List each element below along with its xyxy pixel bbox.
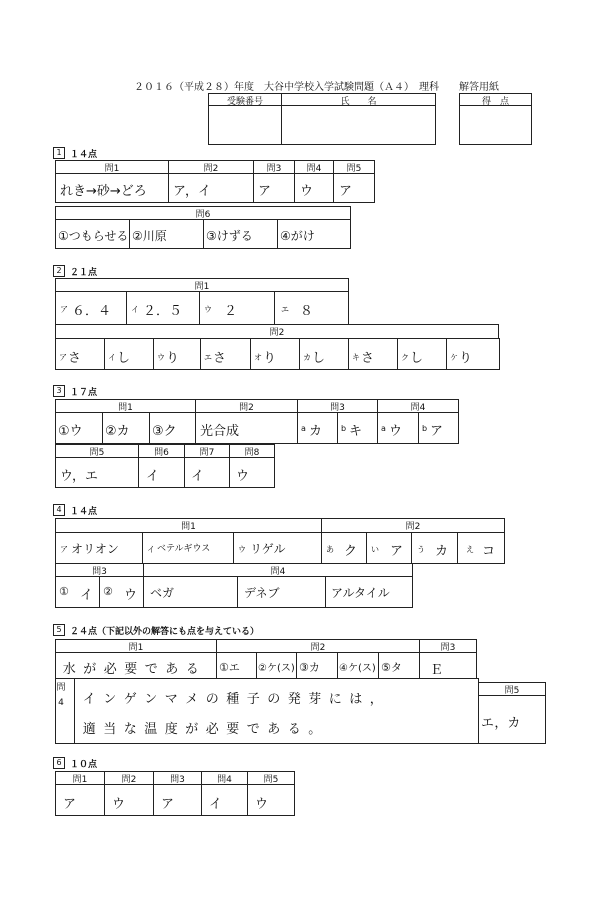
s5-q4-line-1: [79, 688, 387, 707]
s5-q4-char: ゲ: [123, 692, 137, 707]
s4-q4-answer-1: ベガ: [150, 586, 175, 600]
s3-q4-mark-a: a: [381, 424, 386, 433]
s5-q1-char: 必: [103, 662, 117, 677]
s5-q5-answer: エ，カ: [481, 716, 521, 731]
s1-q6-answer-2: ②川原: [132, 229, 167, 243]
s4-q2-cell-d: [457, 532, 505, 564]
section-6-points: １０点: [70, 760, 98, 770]
s5-q2-answer-4: ④ケ(ス): [339, 663, 376, 674]
s4-q3-label: 問3: [92, 567, 107, 577]
s5-q3-answer: Ｅ: [430, 663, 444, 678]
s5-q4-char: 種: [226, 692, 240, 707]
s6-q4-answer: イ: [209, 797, 223, 812]
s4-q2-mark-d: え: [466, 545, 474, 554]
s1-q4-answer: ウ: [300, 184, 314, 199]
s5-q1-label: 問1: [128, 643, 144, 653]
s5-q4-char: あ: [267, 722, 281, 737]
s4-q3-mark-2: ②: [103, 585, 113, 598]
s4-q1-mark-c: ウ: [238, 545, 246, 554]
s1-q6-answer-3: ③けずる: [206, 229, 253, 243]
s3-q2-label: 問2: [239, 403, 254, 413]
s3-q1-answer-1: ①ウ: [58, 424, 83, 439]
s4-q4-answer-2: デネブ: [244, 586, 280, 600]
s3-q4-label: 問4: [410, 403, 426, 413]
s5-q3-label: 問3: [440, 643, 456, 653]
s4-q2-label: 問2: [405, 522, 421, 532]
page-title: ２０１６（平成２８）年度 大谷中学校入学試験問題（Ａ４） 理科 解答用紙: [134, 82, 499, 93]
s2-q2-mark-6: カ: [303, 353, 311, 362]
s6-q1-answer: ア: [63, 797, 77, 812]
s5-q4-char: メ: [185, 692, 199, 707]
s4-q1-mark-b: イ: [147, 545, 155, 554]
s1-q1-label: 問1: [104, 164, 120, 174]
s5-q1-answer-grid: [59, 658, 203, 677]
s2-q1-answer-a: ６．４: [72, 304, 112, 319]
s5-q4-char: 芽: [308, 692, 322, 707]
s3-q5-label: 問5: [89, 448, 105, 458]
s3-q1-answer-3: ③ク: [152, 424, 177, 439]
s5-q2-label: 問2: [310, 643, 326, 653]
s2-q1-answer-c: ２: [224, 304, 238, 319]
s5-q4-char: 発: [287, 692, 301, 707]
s5-q4-char: 度: [164, 722, 178, 737]
s2-q1-answer-b: ２．５: [143, 304, 183, 319]
s5-q1-char: が: [83, 662, 97, 677]
s6-q3-label: 問3: [170, 775, 185, 785]
name-label: 氏 名: [340, 97, 377, 107]
s5-q4-char: マ: [164, 692, 178, 707]
s5-q4-char: で: [246, 722, 260, 737]
s3-q8-label: 問8: [244, 448, 260, 458]
s5-q1-char: で: [144, 662, 158, 677]
s4-q1-answer-c: リゲル: [250, 542, 286, 556]
s4-q1-answer-a: オリオン: [71, 542, 119, 556]
exam-number-label: 受験番号: [226, 97, 263, 107]
s3-q2-answer: 光合成: [200, 424, 240, 439]
s1-q4-label: 問4: [306, 164, 322, 174]
s5-q4-char: 必: [205, 722, 219, 737]
s5-q4-char: 温: [144, 722, 158, 737]
s3-q4-answer-a: ウ: [389, 424, 403, 439]
s5-q2-answer-3: ③カ: [299, 661, 320, 674]
s5-q4-char: る: [287, 722, 301, 737]
s2-q2-mark-8: ク: [401, 353, 409, 362]
s2-q2-mark-3: ウ: [157, 353, 165, 362]
s5-q4-char: 子: [246, 692, 260, 707]
s5-q4-label: 問4: [56, 683, 66, 708]
score-label: 得 点: [481, 97, 509, 107]
s3-q7-label: 問7: [199, 448, 215, 458]
s5-q4-char: 適: [82, 722, 96, 737]
s2-q2-mark-1: ア: [59, 353, 67, 362]
s5-q3-cell: [419, 652, 477, 679]
s5-q4-char: に: [328, 692, 342, 707]
s4-q3-answer-2: ウ: [124, 588, 138, 603]
s1-q3-label: 問3: [266, 164, 282, 174]
s5-q4-char: ン: [144, 692, 158, 707]
s4-q2-answer-d: コ: [482, 544, 496, 559]
s2-q2-answer-4: さ: [213, 351, 227, 366]
s2-q2-answer-8: し: [410, 351, 424, 366]
s1-q1-answer: れき→砂→どろ: [60, 184, 147, 199]
s2-q2-answer-1: さ: [68, 351, 82, 366]
s3-q4-mark-b: b: [422, 424, 428, 433]
s5-q2-answer-5: ⑤タ: [381, 661, 402, 674]
s5-q4-char: 要: [226, 722, 240, 737]
s2-q2-answer-3: り: [166, 351, 180, 366]
s3-q4-answer-b: ア: [430, 424, 444, 439]
s2-q2-answer-5: り: [263, 351, 277, 366]
section-4-points: １４点: [70, 507, 98, 517]
s4-q3-answer-1: イ: [80, 588, 94, 603]
s4-q2-mark-c: う: [417, 545, 425, 554]
section-1-number: 1: [53, 147, 65, 159]
s5-q1-char: 水: [62, 662, 76, 677]
s4-q2-mark-b: い: [371, 545, 379, 554]
s3-q7-answer: イ: [191, 469, 205, 484]
s1-q6-answer-4: ④がけ: [280, 229, 315, 243]
s1-q2-label: 問2: [203, 164, 219, 174]
s5-q1-char: 要: [124, 662, 138, 677]
s5-q4-char: ，: [369, 692, 383, 707]
s3-q3-answer-b: キ: [349, 424, 363, 439]
s2-q2-mark-9: ケ: [450, 353, 458, 362]
s2-q1-mark-d: エ: [281, 305, 289, 314]
s2-q2-answer-2: し: [117, 351, 131, 366]
s4-q1-label: 問1: [181, 522, 196, 532]
s2-q2-mark-5: オ: [254, 353, 262, 362]
s3-q3-mark-b: b: [341, 424, 347, 433]
s5-q4-char: が: [185, 722, 199, 737]
s3-q6-answer: イ: [146, 469, 160, 484]
s1-q3-answer: ア: [258, 184, 272, 199]
s5-q4-char: な: [123, 722, 137, 737]
section-5-number: 5: [53, 624, 65, 636]
s3-q3-answer-a: カ: [309, 424, 323, 439]
s5-q4-line-2: [79, 718, 325, 737]
s2-q2-mark-4: エ: [204, 353, 212, 362]
section-6-number: 6: [53, 757, 65, 769]
s5-q4-char: ン: [103, 692, 117, 707]
s4-q4-answer-3: アルタイル: [331, 586, 390, 600]
section-4-number: 4: [53, 504, 65, 516]
s3-q3-label: 問3: [330, 403, 345, 413]
section-1-points: １４点: [70, 150, 98, 160]
s1-q2-answer: ア，イ: [173, 184, 211, 199]
s5-q2-answer-1: ①エ: [219, 661, 240, 674]
s4-q2-answer-a: ク: [344, 544, 358, 559]
s3-q5-answer: ウ，エ: [60, 469, 98, 484]
s2-q1-mark-c: ウ: [204, 305, 212, 314]
section-5-points: ２４点（下記以外の解答にも点を与えている）: [70, 627, 260, 637]
s2-q2-answer-9: り: [459, 351, 473, 366]
s2-q2-answer-7: さ: [361, 351, 375, 366]
s4-q2-mark-a: あ: [326, 545, 334, 554]
section-3-number: 3: [53, 385, 65, 397]
s3-q8-answer: ウ: [236, 469, 250, 484]
s2-q2-answer-6: し: [312, 351, 326, 366]
s5-q1-char: あ: [165, 662, 179, 677]
section-3-points: １７点: [70, 388, 98, 398]
s2-q2-mark-2: イ: [108, 353, 116, 362]
s6-q5-label: 問5: [263, 775, 279, 785]
s3-q3-mark-a: a: [301, 424, 306, 433]
s1-q5-answer: ア: [339, 184, 353, 199]
s2-q1-answer-d: ８: [300, 304, 314, 319]
s4-q4-label: 問4: [270, 567, 286, 577]
s1-q5-label: 問5: [346, 164, 362, 174]
s6-q5-answer: ウ: [255, 797, 269, 812]
s5-q4-char: の: [205, 692, 219, 707]
s2-q1-mark-b: イ: [131, 305, 139, 314]
s5-q1-char: る: [185, 662, 199, 677]
section-2-number: 2: [53, 265, 65, 277]
s1-q6-label: 問6: [195, 210, 211, 220]
s6-q3-answer: ア: [161, 797, 175, 812]
s6-q2-label: 問2: [121, 775, 137, 785]
s5-q4-char: は: [349, 692, 363, 707]
s6-q2-answer: ウ: [112, 797, 126, 812]
s6-q4-label: 問4: [217, 775, 232, 785]
s4-q3-mark-1: ①: [59, 585, 69, 598]
s1-q6-answer-1: ①つもらせる: [58, 229, 129, 243]
s3-q1-answer-2: ②カ: [105, 424, 130, 439]
s6-q1-label: 問1: [72, 775, 88, 785]
s5-q4-char: 当: [103, 722, 117, 737]
s2-q2-label: 問2: [269, 328, 285, 338]
s5-q4-char: イ: [82, 692, 96, 707]
s2-q1-mark-a: ア: [60, 305, 68, 314]
s5-q4-char: 。: [308, 722, 322, 737]
s2-q1-label: 問1: [194, 282, 210, 292]
s5-q2-answer-2: ②ケ(ス): [258, 663, 295, 674]
s5-q5-label: 問5: [504, 686, 520, 696]
s3-q6-label: 問6: [154, 448, 169, 458]
s4-q2-answer-c: カ: [435, 544, 449, 559]
section-2-points: ２１点: [70, 268, 98, 278]
s4-q1-mark-a: ア: [60, 545, 68, 554]
s2-q2-mark-7: キ: [352, 353, 360, 362]
s5-q4-char: の: [267, 692, 281, 707]
s3-q1-label: 問1: [118, 403, 133, 413]
s4-q2-answer-b: ア: [390, 544, 404, 559]
s4-q1-answer-b: ベテルギウス: [157, 544, 211, 554]
